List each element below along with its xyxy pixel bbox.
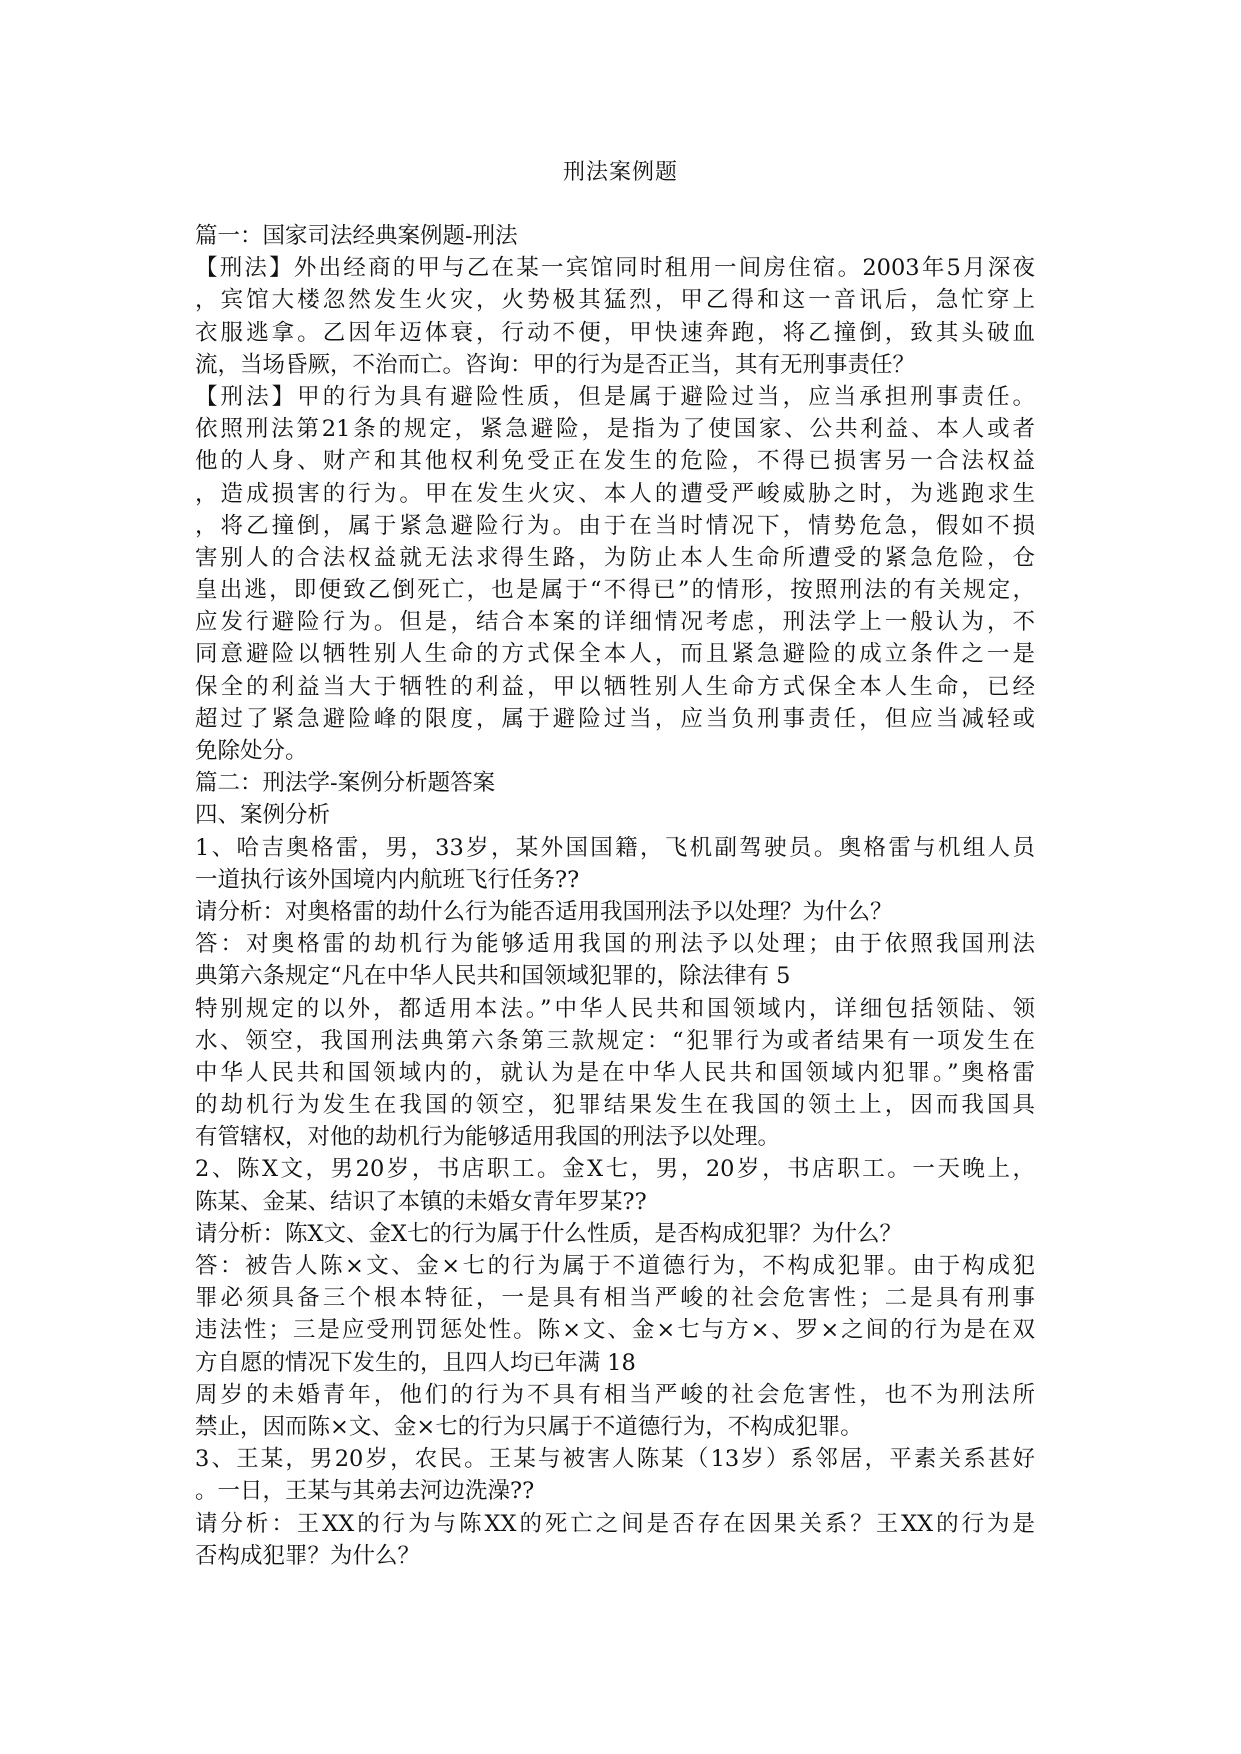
text-line: ，宾馆大楼忽然发生火灾，火势极其猛烈，甲乙得和这一音讯后，急忙穿上: [195, 287, 1035, 314]
text-line: 请分析：陈X文、金X七的行为属于什么性质，是否构成犯罪？为什么？: [195, 1220, 903, 1247]
text-line: 的劫机行为发生在我国的领空，犯罪结果发生在我国的领土上，因而我国具: [195, 1092, 1035, 1119]
document-title: 刑法案例题: [562, 160, 678, 185]
text-line: 篇一：国家司法经典案例题-刑法: [195, 223, 518, 249]
text-line: 禁止，因而陈×文、金×七的行为只属于不道德行为，不构成犯罪。: [195, 1413, 863, 1440]
text-line: 流，当场昏厥，不治而亡。咨询：甲的行为是否正当，其有无刑事责任？: [195, 351, 916, 378]
text-line: 他的人身、财产和其他权利免受正在发生的危险，不得已损害另一合法权益: [195, 448, 1035, 475]
text-line: 否构成犯罪？为什么？: [195, 1542, 421, 1569]
text-line: 依照刑法第21条的规定，紧急避险，是指为了使国家、公共利益、本人或者: [195, 416, 1035, 443]
text-line: 【刑法】甲的行为具有避险性质，但是属于避险过当，应当承担刑事责任。: [195, 383, 1035, 410]
text-line: 【刑法】外出经商的甲与乙在某一宾馆同时租用一间房住宿。2003年5月深夜: [195, 255, 1035, 282]
text-line: 保全的利益当大于牺牲的利益，甲以牺牲别人生命方式保全本人生命，已经: [195, 673, 1035, 700]
text-line: 3、王某，男20岁，农民。王某与被害人陈某（13岁）系邻居，平素关系甚好: [195, 1446, 1035, 1473]
text-line: ，将乙撞倒，属于紧急避险行为。由于在当时情况下，情势危急，假如不损: [195, 512, 1035, 539]
text-line: 四、案例分析: [195, 802, 331, 829]
text-line: 2、陈X文，男20岁，书店职工。金X七，男，20岁，书店职工。一天晚上，: [195, 1156, 1035, 1183]
text-line: 中华人民共和国领域内的，就认为是在中华人民共和国领域内犯罪。”奥格雷: [195, 1059, 1035, 1086]
document-body: [195, 220, 1035, 1572]
text-line: 罪必须具备三个根本特征，一是具有相当严峻的社会危害性；二是具有刑事: [195, 1285, 1035, 1312]
text-line: 水、领空，我国刑法典第六条第三款规定：“犯罪行为或者结果有一项发生在: [195, 1027, 1035, 1054]
text-line: 。一日，王某与其弟去河边洗澡??: [195, 1478, 535, 1505]
text-line: 衣服逃拿。乙因年迈体衰，行动不便，甲快速奔跑，将乙撞倒，致其头破血: [195, 319, 1035, 346]
text-line: 有管辖权，对他的劫机行为能够适用我国的刑法予以处理。: [195, 1124, 781, 1151]
text-line: 特别规定的以外，都适用本法。”中华人民共和国领域内，详细包括领陆、领: [195, 995, 1035, 1022]
text-line: 一道执行该外国境内内航班飞行任务??: [195, 866, 580, 893]
text-line: 答：被告人陈×文、金×七的行为属于不道德行为，不构成犯罪。由于构成犯: [195, 1253, 1035, 1279]
text-line: 答：对奥格雷的劫机行为能够适用我国的刑法予以处理；由于依照我国刑法: [195, 931, 1035, 958]
text-line: 周岁的未婚青年，他们的行为不具有相当严峻的社会危害性，也不为刑法所: [195, 1381, 1035, 1408]
text-line: 请分析：对奥格雷的劫什么行为能否适用我国刑法予以处理？为什么？: [195, 898, 893, 925]
text-line: 同意避险以牺牲别人生命的方式保全本人，而且紧急避险的成立条件之一是: [195, 641, 1035, 668]
text-line: 超过了紧急避险峰的限度，属于避险过当，应当负刑事责任，但应当减轻或: [195, 705, 1035, 732]
text-line: 害别人的合法权益就无法求得生路，为防止本人生命所遭受的紧急危险，仓: [195, 544, 1035, 571]
text-line: 应发行避险行为。但是，结合本案的详细情况考虑，刑法学上一般认为，不: [195, 609, 1035, 636]
text-line: 皇出逃，即便致乙倒死亡，也是属于“不得已”的情形，按照刑法的有关规定，: [195, 577, 1035, 604]
text-line: 1、哈吉奥格雷，男，33岁，某外国国籍，飞机副驾驶员。奥格雷与机组人员: [195, 834, 1035, 861]
text-line: 免除处分。: [195, 738, 308, 764]
text-line: 方自愿的情况下发生的，且四人均已年满 18: [195, 1349, 636, 1376]
text-line: 陈某、金某、结识了本镇的未婚女青年罗某??: [195, 1188, 647, 1215]
text-line: 请分析：王XX的行为与陈XX的死亡之间是否存在因果关系？王XX的行为是: [195, 1510, 1035, 1537]
text-line: ，造成损害的行为。甲在发生火灾、本人的遭受严峻威胁之时，为逃跑求生: [195, 480, 1035, 507]
text-line: 篇二：刑法学-案例分析题答案: [195, 770, 496, 797]
text-line: 违法性；三是应受刑罚惩处性。陈×文、金×七与方×、罗×之间的行为是在双: [195, 1317, 1035, 1344]
text-line: 典第六条规定“凡在中华人民共和国领域犯罪的，除法律有 5: [195, 963, 791, 990]
